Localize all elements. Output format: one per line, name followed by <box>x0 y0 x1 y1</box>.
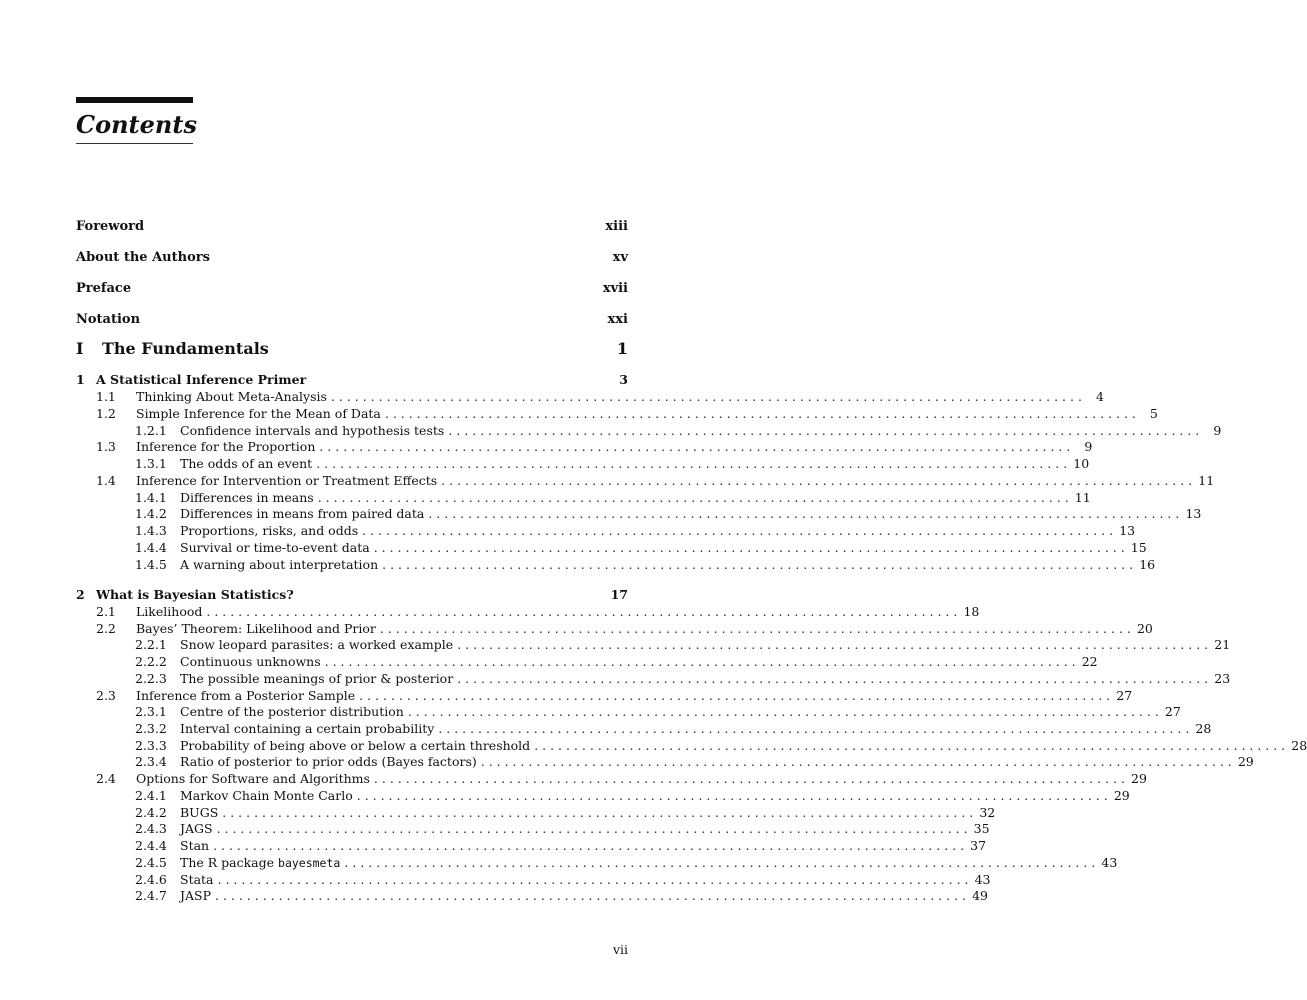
toc-entry-title-text: Ratio of posterior to prior odds (Bayes factors) <box>180 754 477 770</box>
dot-leader <box>438 720 1189 738</box>
dot-leader <box>374 770 1125 788</box>
toc-subsection-2-4-1[interactable] <box>76 787 1130 805</box>
dot-leader <box>213 837 964 855</box>
toc-subsection-1-4-1[interactable] <box>76 489 1091 507</box>
toc-entry-title-text: Interval containing a certain probability <box>180 721 435 737</box>
dot-leader <box>206 603 957 621</box>
dot-leader <box>374 539 1125 557</box>
toc-title: The Fundamentals <box>102 339 269 358</box>
toc-page-number: 15 <box>1130 539 1147 555</box>
toc-title: Preface <box>76 281 132 296</box>
toc-entry-title <box>180 787 353 805</box>
dot-leader <box>215 887 966 905</box>
toc-page-number: 37 <box>970 838 987 854</box>
toc-entry-number: 2.4.2 <box>135 804 167 820</box>
toc-entry-title-text: Probability of being above or below a certain threshold <box>180 737 531 753</box>
toc-entry-number: 2.2 <box>96 620 116 636</box>
toc-entry-title-text: Thinking About Meta-Analysis <box>136 389 327 404</box>
toc-page-number: 4 <box>1095 389 1104 404</box>
toc-entry-title <box>180 871 214 889</box>
toc-entry-title <box>136 620 376 638</box>
toc-entry-title <box>136 603 202 621</box>
dot-leader <box>222 804 973 822</box>
toc-subsection-2-3-2[interactable] <box>76 720 1212 738</box>
toc-section-1-2[interactable] <box>76 405 1158 423</box>
toc-chapter-1[interactable] <box>76 371 628 389</box>
toc-page-number: 22 <box>1081 654 1098 670</box>
toc-page-number: 1 <box>616 339 628 358</box>
toc-title: A Statistical Inference Primer <box>96 372 307 387</box>
toc-page-number: xiii <box>605 219 628 234</box>
dot-leader <box>481 753 1232 771</box>
heading-rule <box>76 97 193 103</box>
toc-title: Foreword <box>76 219 145 234</box>
toc-page-number: 21 <box>1214 637 1231 653</box>
toc-entry-number: 2.4.4 <box>135 838 167 854</box>
toc-entry-number: 2.3.2 <box>135 721 167 737</box>
toc-page-number: 49 <box>972 888 988 904</box>
toc-subsection-1-4-5[interactable] <box>76 556 1156 574</box>
toc-entry-title-text: Inference for Intervention or Treatment Effects <box>136 472 438 488</box>
dot-leader <box>325 653 1076 671</box>
toc-entry-title <box>136 770 370 788</box>
toc-page-number: 13 <box>1185 506 1202 522</box>
toc-entry-title <box>180 820 213 838</box>
toc-entry-number: 1.2.1 <box>135 422 167 438</box>
toc-front-about-authors[interactable] <box>76 249 628 267</box>
dot-leader <box>218 871 969 889</box>
toc-entry-title <box>180 837 209 855</box>
dot-leader <box>385 405 1136 423</box>
title-underline <box>76 143 193 144</box>
toc-entry-title <box>136 438 315 456</box>
toc-entry-title <box>180 720 434 738</box>
toc-entry-number: 2.4.5 <box>135 854 167 870</box>
toc-subsection-1-2-1[interactable] <box>76 422 1222 440</box>
toc-entry-number: 2.4.6 <box>135 871 167 887</box>
toc-entry-title <box>136 472 437 490</box>
toc-entry-number: 2.3.1 <box>135 704 167 720</box>
toc-subsection-1-4-2[interactable] <box>76 505 1202 523</box>
toc-entry-title <box>180 539 370 557</box>
page-folio: vii <box>612 942 628 957</box>
toc-entry-title <box>180 737 530 755</box>
toc-page-number: 28 <box>1291 737 1307 753</box>
toc-entry-title-text: The R package <box>180 854 275 870</box>
toc-entry-number: 1.4.3 <box>135 523 167 538</box>
toc-page-number: 43 <box>1101 854 1118 870</box>
toc-page-number: 13 <box>1119 523 1136 538</box>
dot-leader <box>408 703 1159 721</box>
toc-entry-title-text: Options for Software and Algorithms <box>136 771 370 787</box>
dot-leader <box>319 438 1070 456</box>
toc-entry-code: bayesmeta <box>278 855 341 870</box>
dot-leader <box>382 556 1133 574</box>
toc-entry-title <box>136 405 381 423</box>
toc-page-number: xxi <box>607 312 628 327</box>
toc-title: What is Bayesian Statistics? <box>96 587 294 602</box>
toc-page-number: 23 <box>1214 670 1231 686</box>
toc-entry-title <box>180 887 211 905</box>
toc-entry-title-text: Stata <box>180 871 214 887</box>
toc-entry-title <box>180 455 312 473</box>
toc-entry-title <box>180 422 444 440</box>
toc-subsection-2-4-2[interactable] <box>76 804 996 822</box>
dot-leader <box>357 787 1108 805</box>
toc-entry-number: 2.3.3 <box>135 737 167 753</box>
toc-entry-number: 2.2.3 <box>135 670 167 686</box>
toc-page-number: 35 <box>973 821 990 837</box>
dot-leader <box>331 388 1082 406</box>
toc-entry-title <box>180 522 358 540</box>
toc-entry-number: 1.4.1 <box>135 489 167 505</box>
toc-entry-number: 1.4.4 <box>135 539 167 555</box>
toc-page-number: xv <box>612 250 628 265</box>
toc-subsection-1-4-3[interactable] <box>76 522 1136 540</box>
toc-section-2-1[interactable] <box>76 603 980 621</box>
toc-subsection-1-4-4[interactable] <box>76 539 1147 557</box>
toc-page-number: 18 <box>963 604 980 619</box>
toc-subsection-2-3-1[interactable] <box>76 703 1181 721</box>
toc-subsection-2-2-3[interactable] <box>76 670 1231 688</box>
page-title: Contents <box>76 110 197 139</box>
toc-subsection-2-4-7[interactable] <box>76 887 988 905</box>
toc-page-number: 43 <box>974 871 991 887</box>
toc-subsection-2-3-3[interactable] <box>76 737 1307 755</box>
toc-entry-title-text: BUGS <box>180 804 219 820</box>
toc-page-number: 28 <box>1195 721 1212 737</box>
toc-entry-number: 2.4.3 <box>135 821 167 837</box>
toc-entry-title-text: Continuous unknowns <box>180 654 321 670</box>
dot-leader <box>534 737 1285 755</box>
dot-leader <box>217 820 968 838</box>
toc-entry-title <box>136 687 355 705</box>
toc-page-number: 27 <box>1164 704 1181 720</box>
dot-leader <box>359 687 1110 705</box>
toc-entry-title-text: Snow leopard parasites: a worked example <box>180 637 454 653</box>
dot-leader <box>362 522 1113 540</box>
toc-entry-title-text: Differences in means <box>180 489 314 505</box>
toc-page-number: 29 <box>1131 771 1147 787</box>
toc-section-1-3[interactable] <box>76 438 1093 456</box>
toc-page-number: 32 <box>979 804 996 820</box>
toc-entry-title-text: Inference for the Proportion <box>136 439 316 455</box>
toc-section-2-2[interactable] <box>76 620 1153 638</box>
toc-entry-title-text: Centre of the posterior distribution <box>180 704 404 720</box>
toc-page-number: 11 <box>1074 489 1091 505</box>
toc-entry-number: 2.2.1 <box>135 637 167 653</box>
toc-entry-number: 1.1 <box>96 389 116 404</box>
toc-section-2-3[interactable] <box>76 687 1133 705</box>
toc-section-1-1[interactable] <box>76 388 1104 406</box>
toc-entry-title <box>180 703 404 721</box>
toc-entry-number: 1.4 <box>96 472 116 488</box>
toc-front-foreword[interactable] <box>76 218 628 236</box>
toc-entry-title <box>180 753 477 771</box>
toc-entry-number: 1.4.5 <box>135 556 167 572</box>
toc-title: About the Authors <box>76 250 210 265</box>
dot-leader <box>448 422 1199 440</box>
toc-subsection-2-3-4[interactable] <box>76 753 1254 771</box>
dot-leader <box>318 489 1069 507</box>
toc-entry-number: 1.4.2 <box>135 506 167 522</box>
toc-entry-title-text: A warning about interpretation <box>180 556 379 572</box>
toc-entry-title <box>180 804 218 822</box>
toc-entry-number: 2.3.4 <box>135 754 167 770</box>
toc-entry-title-text: Markov Chain Monte Carlo <box>180 787 353 803</box>
toc-page-number: 16 <box>1139 556 1156 572</box>
dot-leader <box>441 472 1192 490</box>
toc-part-1[interactable] <box>76 338 628 360</box>
dot-leader <box>457 636 1208 654</box>
toc-title: Notation <box>76 312 141 327</box>
toc-entry-title <box>180 489 314 507</box>
toc-entry-number: 1.3.1 <box>135 456 167 471</box>
dot-leader <box>457 670 1208 688</box>
toc-entry-title-text: Stan <box>180 838 210 854</box>
toc-subsection-2-2-1[interactable] <box>76 636 1231 654</box>
dot-leader <box>316 455 1067 473</box>
toc-page-number: 29 <box>1113 787 1130 803</box>
toc-chapter-number: 1 <box>76 372 85 387</box>
toc-entry-title <box>136 388 327 406</box>
toc-entry-number: 2.2.2 <box>135 654 167 670</box>
toc-entry-number: 2.4 <box>96 771 116 787</box>
toc-subsection-2-4-3[interactable] <box>76 820 990 838</box>
toc-page-number: 9 <box>1084 439 1093 455</box>
toc-entry-number: 1.2 <box>96 405 116 421</box>
toc-entry-title-text: Bayes’ Theorem: Likelihood and Prior <box>136 620 376 636</box>
toc-page-number: 10 <box>1073 456 1090 471</box>
toc-section-2-4[interactable] <box>76 770 1147 788</box>
toc-front-preface[interactable] <box>76 280 628 298</box>
toc-entry-title <box>180 505 424 523</box>
toc-entry-title-text: The odds of an event <box>180 456 313 471</box>
toc-entry-title <box>180 636 453 654</box>
toc-subsection-2-4-4[interactable] <box>76 837 987 855</box>
toc-entry-title-text: Likelihood <box>136 604 203 619</box>
toc-page-number: 20 <box>1136 620 1153 636</box>
toc-entry-title-text: Differences in means from paired data <box>180 506 425 522</box>
toc-entry-title <box>180 556 378 574</box>
toc-part-number: I <box>76 339 84 358</box>
toc-entry-title <box>180 653 321 671</box>
toc-entry-title-text: Simple Inference for the Mean of Data <box>136 405 381 421</box>
dot-leader <box>380 620 1131 638</box>
toc-entry-number: 2.1 <box>96 604 116 619</box>
toc-page-number: 3 <box>619 372 628 387</box>
toc-entry-number: 2.3 <box>96 687 116 703</box>
toc-chapter-number: 2 <box>76 587 85 602</box>
toc-section-1-4[interactable] <box>76 472 1215 490</box>
toc-subsection-2-2-2[interactable] <box>76 653 1098 671</box>
toc-page-number: 27 <box>1116 687 1133 703</box>
toc-entry-title-text: Survival or time-to-event data <box>180 539 370 555</box>
toc-subsection-2-4-5[interactable] <box>76 854 1118 872</box>
toc-entry-title-text: JAGS <box>180 821 213 837</box>
toc-page-number: 5 <box>1149 405 1158 421</box>
toc-entry-title-text: The possible meanings of prior & posterior <box>180 670 454 686</box>
toc-page-number: 17 <box>610 587 628 602</box>
toc-entry-number: 2.4.1 <box>135 787 167 803</box>
toc-subsection-2-4-6[interactable] <box>76 871 991 889</box>
toc-entry-title-text: JASP <box>180 888 212 904</box>
toc-entry-title-text: Inference from a Posterior Sample <box>136 687 356 703</box>
dot-leader <box>344 854 1095 872</box>
toc-entry-title-text: Proportions, risks, and odds <box>180 523 359 538</box>
toc-entry-title <box>180 854 340 872</box>
toc-entry-number: 2.4.7 <box>135 888 167 904</box>
toc-page-number: 9 <box>1213 422 1222 438</box>
toc-page-number: 11 <box>1198 472 1215 488</box>
toc-subsection-1-3-1[interactable] <box>76 455 1090 473</box>
toc-front-notation[interactable] <box>76 311 628 329</box>
toc-page-number: xvii <box>602 281 628 296</box>
toc-chapter-2[interactable] <box>76 586 628 604</box>
toc-entry-title-text: Confidence intervals and hypothesis tests <box>180 422 445 438</box>
toc-entry-title <box>180 670 453 688</box>
toc-page-number: 29 <box>1237 754 1254 770</box>
dot-leader <box>428 505 1179 523</box>
toc-entry-number: 1.3 <box>96 439 116 455</box>
